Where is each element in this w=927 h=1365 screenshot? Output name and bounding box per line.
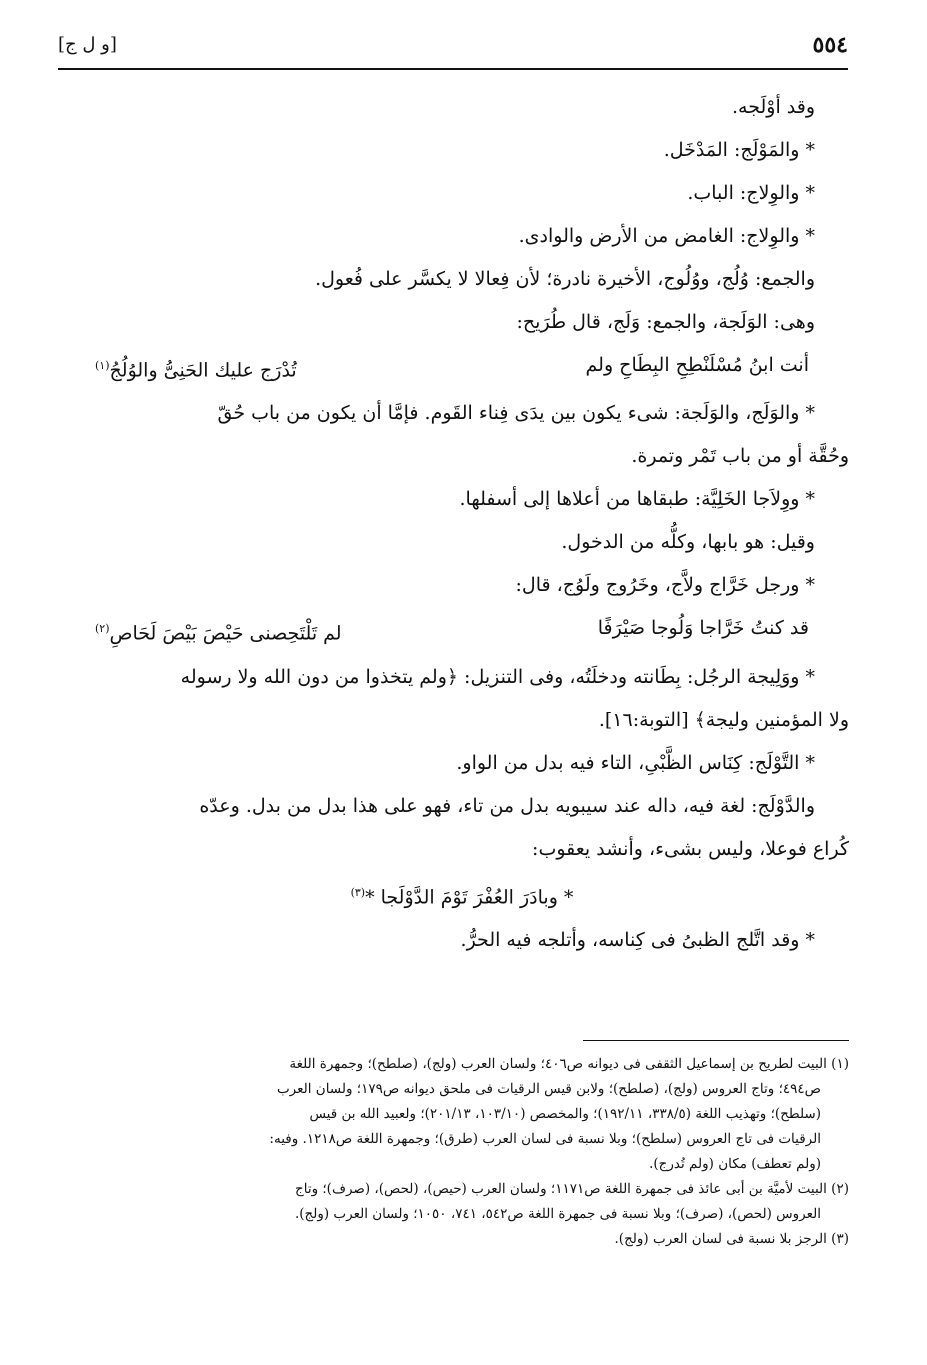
text-line: * والوِلاج: الغامض من الأرض والوادى. <box>518 225 815 247</box>
footnote-2-line: العروس (لحص)، (صرف)؛ وبلا نسبة فى جمهرة اللغة ص٥٤٢، ٧٤١، ١٠٥٠؛ ولسان العرب (ولج). <box>294 1206 821 1222</box>
footnote-2: (٢) البيت لأميَّة بن أبى عائذ فى جمهرة اللغة ص١١٧١؛ ولسان العرب (حيص)، (لحص)، (صرف)؛ وتاج <box>295 1181 849 1197</box>
verse-hemistich-first: أنت ابنُ مُسْلَنْطِحِ البِطَاحِ ولم <box>585 354 809 376</box>
text-line: وقيل: هو بابها، وكلُّه من الدخول. <box>561 531 815 554</box>
footnote-3: (٣) الرجز بلا نسبة فى لسان العرب (ولج). <box>614 1231 849 1247</box>
text-line: * ووِلاَجا الخَلِيَّة: طبقاها من أعلاها إلى أسفلها. <box>459 488 815 511</box>
verse-hemistich-first: قد كنتُ خَرَّاجا وَلُوجا صَيْرَفًا <box>597 617 809 640</box>
text-line: * وقد اتَّلج الظبىُ فى كِناسه، وأتلجه فيه الحرُّ. <box>460 928 815 951</box>
text-line: * ورجل خَرَّاج ولاَّج، وخَرُوج ولَوُج، قال: <box>515 574 815 597</box>
footnote-1-line: الرقيات فى تاج العروس (سلطح)؛ وبلا نسبة فى لسان العرب (طرق)؛ وجمهرة اللغة ص١٢١٨. وفيه: <box>269 1131 821 1147</box>
text-line: * والوَلَج، والوَلَجة: شىء يكون بين يدَى فِناء القَوم. فإمَّا أن يكون من باب حُقّ <box>217 402 815 425</box>
text-line: * التَّوْلَج: كِنَاس الظَّبْىِ، التاء فيه بدل من الواو. <box>456 751 815 774</box>
footnote-1: (١) البيت لطريح بن إسماعيل الثقفى فى ديوانه ص٤٠٦؛ ولسان العرب (ولج)، (صلطح)؛ وجمهرة اللغة <box>289 1056 849 1072</box>
text-line: * والوِلاج: الباب. <box>687 182 815 204</box>
text-line: وحُقَّة أو من باب تَمْر وتمرة. <box>631 445 849 468</box>
text-line: * ووَلِيجة الرجُل: بِطَانته ودخلَتُه، وفى التنزيل: ﴿ولم يتخذوا من دون الله ولا رسوله <box>180 665 815 688</box>
rajaz-verse: * وبادَرَ العُفْرَ تَوْمَ الدَّوْلَجا *$^{(٣)}$ <box>350 885 574 908</box>
footnote-ref: (١) <box>95 359 110 372</box>
footnote-ref: (٢) <box>95 622 110 636</box>
footnote-1-line: (ولم تعطف) مكان (ولم تُدرج). <box>649 1156 821 1172</box>
text-line: والدَّوْلَج: لغة فيه، داله عند سيبويه بدل من تاء، فهو على هذا بدل من بدل. وعدّه <box>199 794 815 817</box>
text-line: كُراع فوعلا، وليس بشىء، وأنشد يعقوب: <box>532 837 849 860</box>
verse-tarih <box>75 344 849 392</box>
footnotes <box>75 1052 849 1252</box>
running-head: [و ل ج] <box>58 34 117 55</box>
main-text <box>75 86 849 962</box>
verse-hemistich-second: لم تَلْتَحِصنى حَيْصَ بَيْصَ لَحَاصِ$^{(٢)}$ <box>95 622 342 645</box>
text-line: والجمع: وُلُج، ووُلُوج، الأخيرة نادرة؛ لأن فِعالا لا يكسَّر على فُعول. <box>315 268 815 290</box>
footnote-separator <box>583 1040 849 1041</box>
text-line: * والمَوْلَج: المَدْخَل. <box>663 139 815 161</box>
verse-hemistich-second: تُدْرَج عليك الحَنِىُّ والوُلُجُ$^{(١)}$ <box>95 359 297 382</box>
page-header <box>58 32 848 70</box>
text-line: ولا المؤمنين وليجة﴾ [التوبة:١٦]. <box>598 708 849 731</box>
footnote-1-line: (سلطح)؛ وتهذيب اللغة (٣٣٨/٥، ١٩٢/١١)؛ والمخصص (١٠٣/١٠، ٢٠١/١٣)؛ ولعبيد الله بن قيس <box>309 1106 821 1122</box>
verse-kharraj <box>75 607 849 655</box>
page-number: ٥٥٤ <box>812 32 848 58</box>
footnote-ref: (٣) <box>350 885 366 899</box>
footnote-1-line: ص٤٩٤؛ وتاج العروس (ولج)، (صلطح)؛ ولابن قيس الرقيات فى ملحق ديوانه ص١٧٩؛ ولسان العرب <box>276 1081 821 1097</box>
text-line: وهى: الوَلَجة، والجمع: وَلَج، قال طُرَيح: <box>516 311 815 333</box>
text-line: وقد أوْلَجه. <box>731 96 815 118</box>
